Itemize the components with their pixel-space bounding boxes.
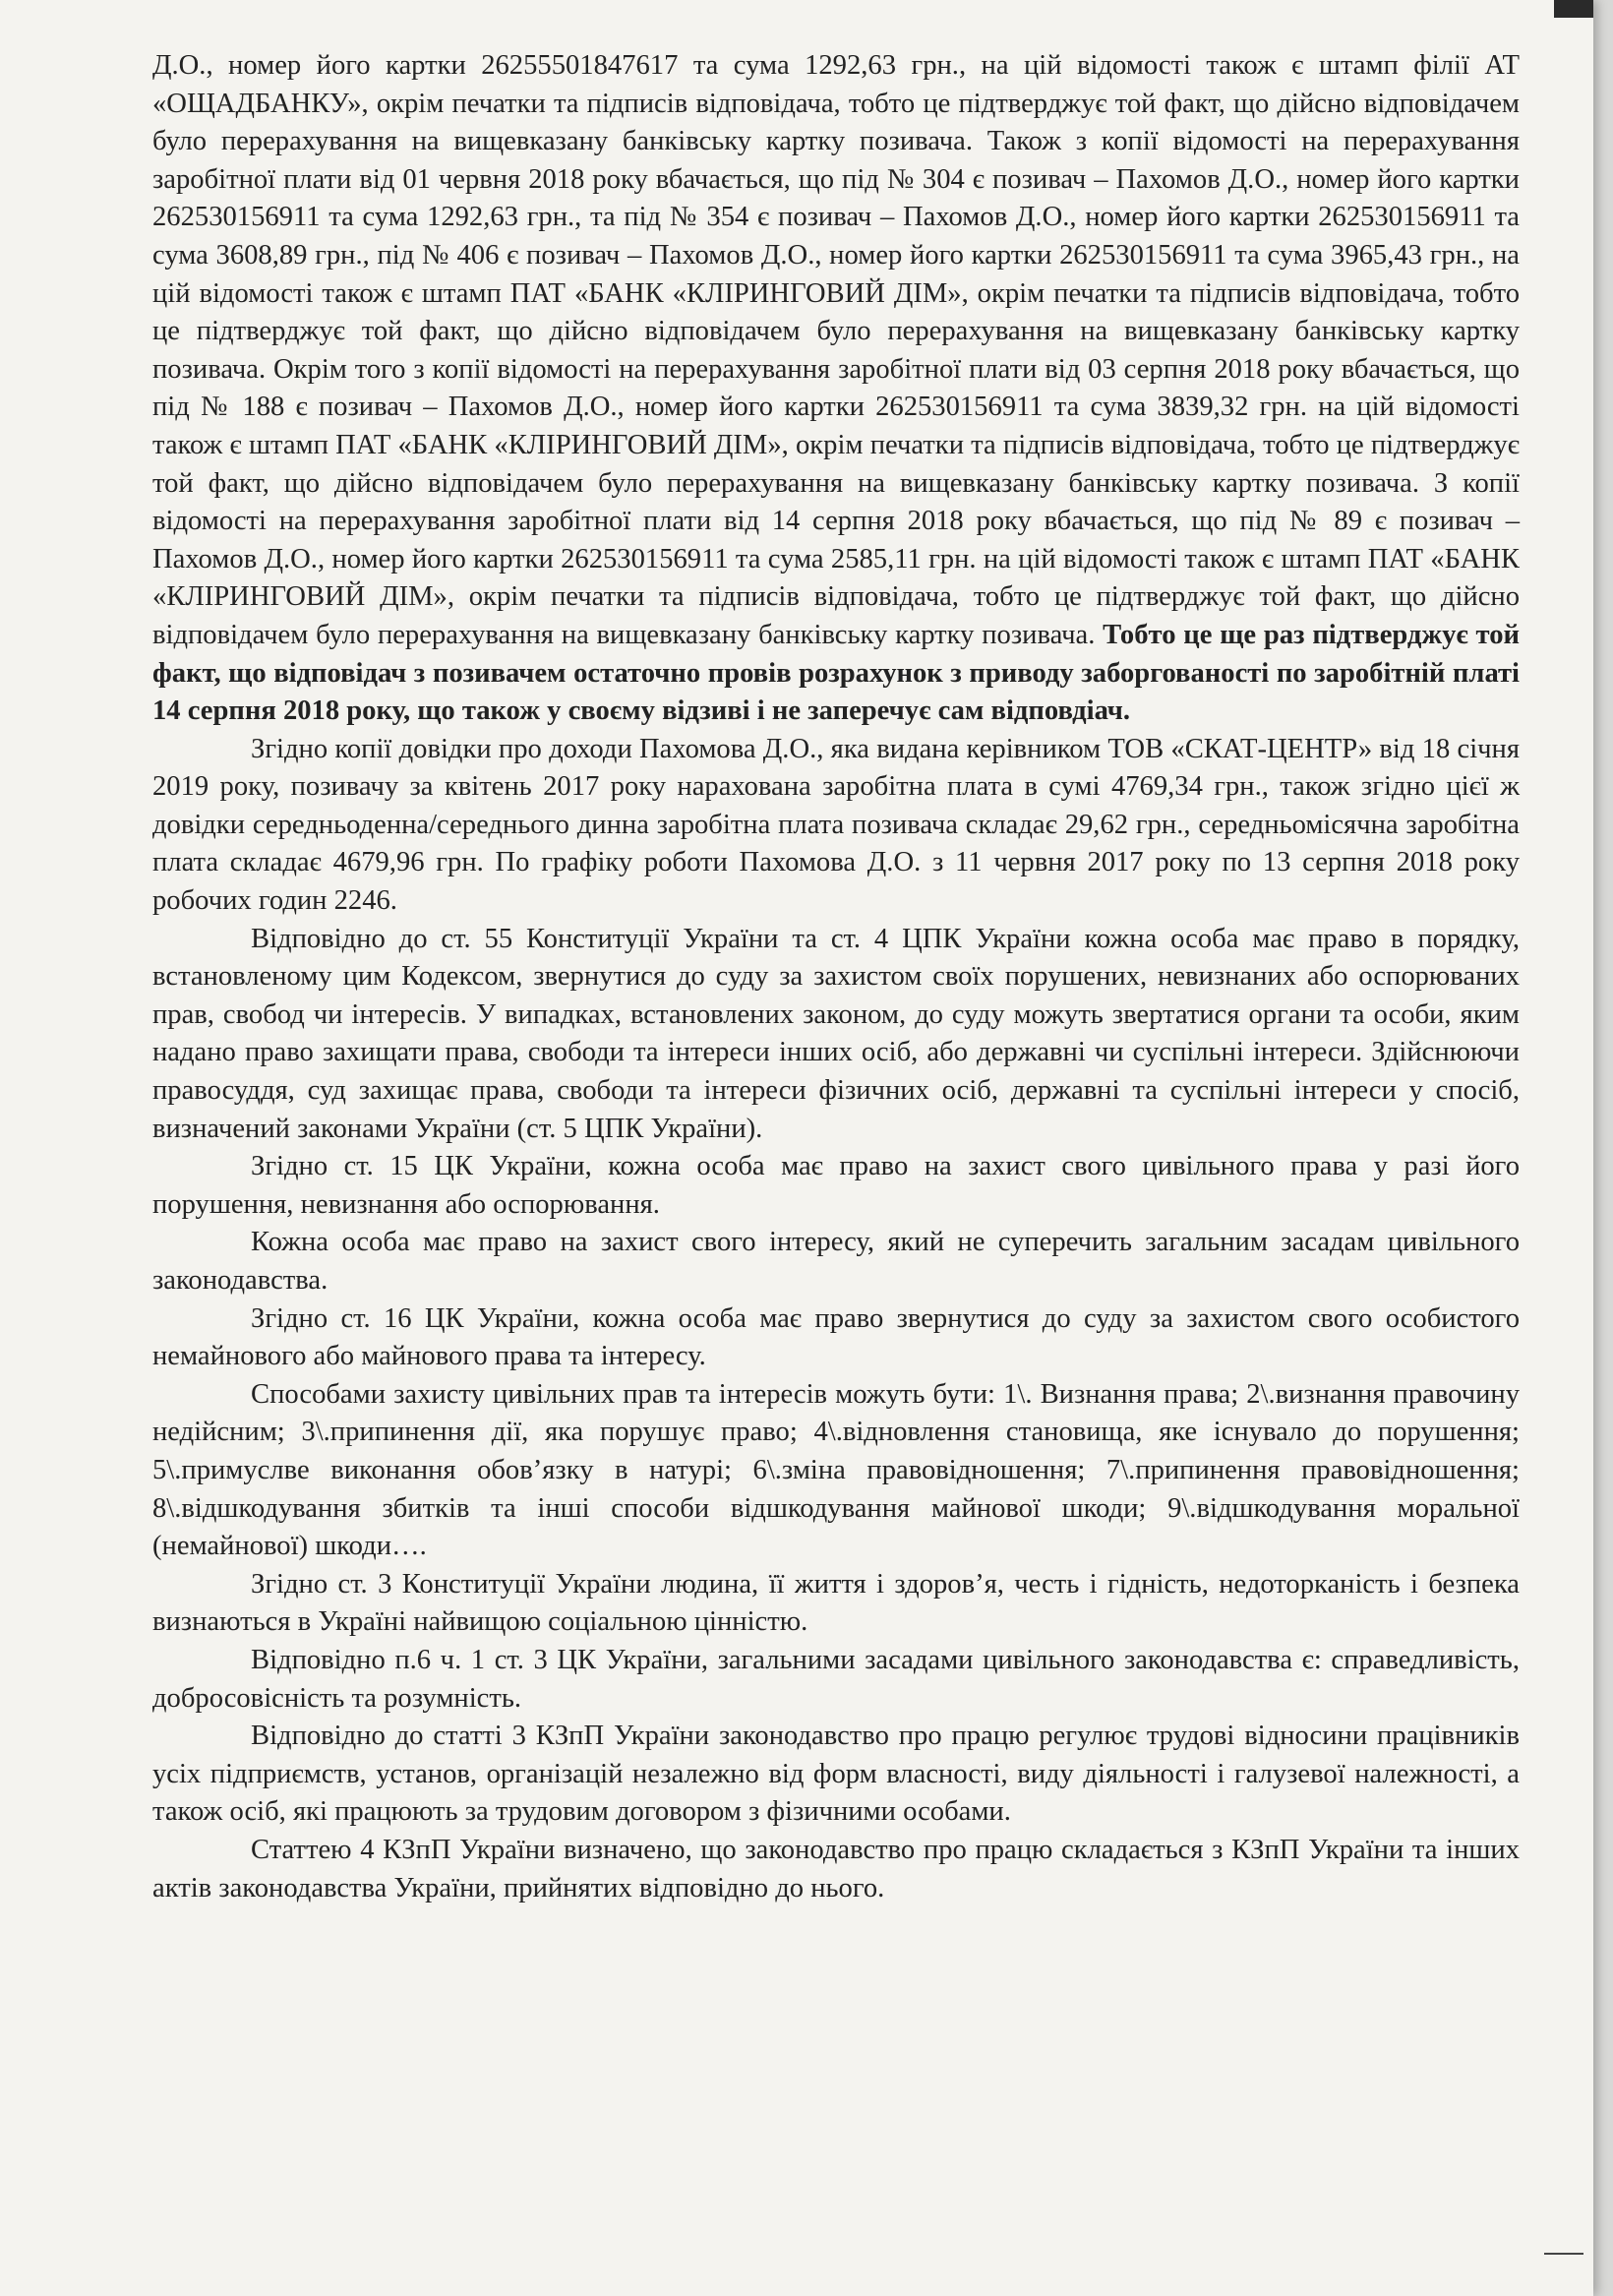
emphasis-text: Тобто це ще раз підтверджує той факт, що відповідач з позивачем остаточно провів розрахунок з приводу заборгованості по заробітній платі 14 серпня 2018 року, що також у своєму відзиві і не заперечує сам відповдіач. xyxy=(152,619,1520,727)
paragraph-constitution-art55 xyxy=(152,921,1520,1149)
paragraph-text: Відповідно п.6 ч. 1 ст. 3 ЦК України, загальними засадами цивільного законодавства є: справедливість, добросовісність та розумність. xyxy=(152,1644,1520,1714)
paragraph-labor-code-art4 xyxy=(152,1832,1520,1907)
paragraph-text: Статтею 4 КЗпП України визначено, що законодавство про працю складається з КЗпП України та інших актів законодавства України, прийнятих відповідно до нього. xyxy=(152,1834,1520,1903)
paragraph-protection-methods xyxy=(152,1376,1520,1566)
document-body xyxy=(152,47,1520,1907)
paragraph-income-certificate xyxy=(152,731,1520,921)
paragraph-text: Способами захисту цивільних прав та інтересів можуть бути: 1\. Визнання права; 2\.визнання правочину недійсним; 3\.припинення дії, яка порушує право; 4\.відновлення становища, яке існувало до порушення; 5\.примуслве виконання обов’язку в натурі; 6\.зміна правовідношення; 7\.припинення правовідношення; 8\.відшкодування збитків та інші способи відшкодування майнової шкоди; 9\.відшкодування моральної (немайнової) шкоди…. xyxy=(152,1378,1520,1562)
paragraph-constitution-art3 xyxy=(152,1566,1520,1642)
paragraph-text: Відповідно до ст. 55 Конституції України та ст. 4 ЦПК України кожна особа має право в порядку, встановленому цим Кодексом, звернутися до суду за захистом своїх порушених, невизнаних або оспорюваних прав, свобод чи інтересів. У випадках, встановлених законом, до суду можуть звертатися органи та особи, яким надано право захищати права, свободи та інтереси інших осіб, або державні чи суспільні інтереси. Здійснюючи правосуддя, суд захищає права, свободи та інтереси фізичних осіб, державні та суспільні інтереси у спосіб, визначений законами України (ст. 5 ЦПК України). xyxy=(152,923,1520,1144)
paragraph-interest-protection xyxy=(152,1224,1520,1299)
paragraph-text: Кожна особа має право на захист свого інтересу, який не суперечить загальним засадам цивільного законодавства. xyxy=(152,1227,1520,1296)
scan-edge-mark xyxy=(1554,0,1593,18)
paragraph-text: Згідно ст. 16 ЦК України, кожна особа має право звернутися до суду за захистом свого особистого немайнового або майнового права та інтересу. xyxy=(152,1302,1520,1372)
paragraph-civil-code-art15 xyxy=(152,1148,1520,1224)
scan-bottom-mark xyxy=(1544,2253,1583,2255)
paragraph-civil-code-art16 xyxy=(152,1300,1520,1376)
paragraph-labor-code-art3 xyxy=(152,1718,1520,1832)
paragraph-civil-code-art3 xyxy=(152,1642,1520,1718)
paragraph-continuation xyxy=(152,47,1520,731)
paragraph-text: Згідно копії довідки про доходи Пахомова Д.О., яка видана керівником ТОВ «СКАТ-ЦЕНТР» від 18 січня 2019 року, позивачу за квітень 2017 року нарахована заробітна плата в сумі 4769,34 грн., також згідно цієї ж довідки середньоденна/середнього динна заробітна плата позивача складає 29,62 грн., середньомісячна заробітна плата складає 4679,96 грн. По графіку роботи Пахомова Д.О. з 11 червня 2017 року по 13 серпня 2018 року робочих годин 2246. xyxy=(152,733,1520,917)
paragraph-text: Згідно ст. 3 Конституції України людина, її життя і здоров’я, честь і гідність, недоторканість і безпека визнаються в Україні найвищою соціальною цінністю. xyxy=(152,1568,1520,1638)
paragraph-text: Відповідно до статті 3 КЗпП України законодавство про працю регулює трудові відносини працівників усіх підприємств, установ, організацій незалежно від форм власності, виду діяльності і галузевої належності, а також осіб, які працюють за трудовим договором з фізичними особами. xyxy=(152,1721,1520,1828)
paragraph-text: Д.О., номер його картки 26255501847617 та сума 1292,63 грн., на цій відомості також є штамп філії АТ «ОЩАДБАНКУ», окрім печатки та підписів відповідача, тобто це підтверджує той факт, що дійсно відповідачем було перерахування на вищевказану банківську картку позивача. Також з копії відомості на перерахування заробітної плати від 01 червня 2018 року вбачається, що під № 304 є позивач – Пахомов Д.О., номер його картки 262530156911 та сума 1292,63 грн., та під № 354 є позивач – Пахомов Д.О., номер його картки 262530156911 та сума 3608,89 грн., під № 406 є позивач – Пахомов Д.О., номер його картки 262530156911 та сума 3965,43 грн., на цій відомості також є штамп ПАТ «БАНК «КЛІРИНГОВИЙ ДІМ», окрім печатки та підписів відповідача, тобто це підтверджує той факт, що дійсно відповідачем було перерахування на вищевказану банківську картку позивача. Окрім того з копії відомості на перерахування заробітної плати від 03 серпня 2018 року вбачається, що під № 188 є позивач – Пахомов Д.О., номер його картки 262530156911 та сума 3839,32 грн. на цій відомості також є штамп ПАТ «БАНК «КЛІРИНГОВИЙ ДІМ», окрім печатки та підписів відповідача, тобто це підтверджує той факт, що дійсно відповідачем було перерахування на вищевказану банківську картку позивача. З копії відомості на перерахування заробітної плати від 14 серпня 2018 року вбачається, що під № 89 є позивач – Пахомов Д.О., номер його картки 262530156911 та сума 2585,11 грн. на цій відомості також є штамп ПАТ «БАНК «КЛІРИНГОВИЙ ДІМ», окрім печатки та підписів відповідача, тобто це підтверджує той факт, що дійсно відповідачем було перерахування на вищевказану банківську картку позивача. xyxy=(152,50,1520,650)
paragraph-text: Згідно ст. 15 ЦК України, кожна особа має право на захист свого цивільного права у разі його порушення, невизнання або оспорювання. xyxy=(152,1151,1520,1220)
